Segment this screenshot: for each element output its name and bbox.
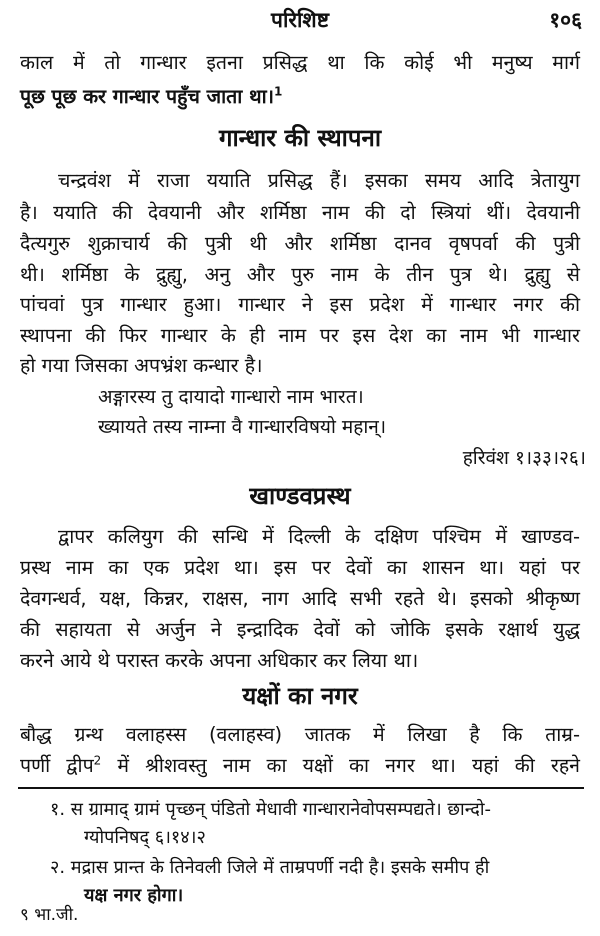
paragraph-line: करने आये थे परास्त करके अपना अधिकार कर लिया था। [20, 649, 419, 672]
paragraph-line: दैत्यगुरु शुक्राचार्य की पुत्री थी और शर्मिष्ठा दानव वृषपर्वा की पुत्री [20, 232, 580, 255]
paragraph-line: चन्द्रवंश में राजा ययाति प्रसिद्ध हैं। इसका समय आदि त्रेतायुग [58, 169, 580, 192]
paragraph-line-part: पर्णी द्वीप [20, 754, 94, 777]
intro-line-1: काल में तो गान्धार इतना प्रसिद्ध था कि कोई भी मनुष्य मार्ग [20, 51, 580, 74]
verse-line: अङ्गारस्य तु दायादो गान्धारो नाम भारत। [98, 386, 364, 408]
footnote-1-line-1: १. स ग्रामाद् ग्रामं पृच्छन् पंडितो मेधावी गान्धारानेवोपसम्पद्यते। छान्दो- [50, 799, 491, 820]
footnote-2-line-2: यक्ष नगर होगा। [84, 885, 184, 906]
printer-signature: ९ भा.जी. [20, 905, 79, 925]
paragraph-line: देवगन्धर्व, यक्ष, किन्नर, राक्षस, नाग आदि सभी रहते थे। इसको श्रीकृष्ण [20, 587, 580, 610]
paragraph-line: बौद्ध ग्रन्थ वलाहस्स (वलाहस्व) जातक में लिखा है कि ताम्र- [20, 723, 580, 746]
footnote-mark-1: 1 [274, 84, 283, 99]
section-heading-khandavaprastha: खाण्डवप्रस्थ [249, 482, 351, 510]
paragraph-line-part: में श्रीशवस्तु नाम का यक्षों का नगर था। यहां की रहने [101, 754, 580, 777]
section-heading-yaksha-city: यक्षों का नगर [242, 682, 358, 710]
intro-line-2-text: पूछ पूछ कर गान्धार पहुँच जाता था। [20, 85, 275, 108]
paragraph-line: प्रस्थ नाम का एक प्रदेश था। इस पर देवों का शासन था। यहां पर [20, 556, 580, 579]
paragraph-line [20, 753, 580, 779]
paragraph-line: हो गया जिसका अपभ्रंश कन्धार है। [20, 354, 263, 377]
verse-reference: हरिवंश १।३३।२६। [462, 447, 586, 469]
footnote-1-line-2: ग्योपनिषद् ६।१४।२ [84, 827, 206, 848]
footnote-divider [18, 787, 584, 789]
paragraph-line: पांचवां पुत्र गान्धार हुआ। गान्धार ने इस प्रदेश में गान्धार नगर की [20, 293, 580, 316]
intro-line-2 [20, 84, 580, 110]
verse-line: ख्यायते तस्य नाम्ना वै गान्धारविषयो महान्। [98, 416, 387, 438]
running-title: परिशिष्ट [271, 8, 329, 32]
paragraph-line: स्थापना की फिर गान्धार के ही नाम पर इस देश का नाम भी गान्धार [20, 324, 580, 347]
paragraph-line: है। ययाति की देवयानी और शर्मिष्ठा नाम की दो स्त्रियां थीं। देवयानी [20, 201, 580, 224]
page-number: १०६ [549, 8, 582, 32]
paragraph-line: द्वापर कलियुग की सन्धि में दिल्ली के दक्षिण पश्चिम में खाण्डव- [58, 525, 580, 548]
paragraph-line: थी। शर्मिष्ठा के द्रुह्यु, अनु और पुरु नाम के तीन पुत्र थे। द्रुह्यु से [20, 263, 580, 286]
paragraph-line: की सहायता से अर्जुन ने इन्द्रादिक देवों को जोकि इसके रक्षार्थ युद्ध [20, 618, 580, 641]
section-heading-gandhar: गान्धार की स्थापना [218, 124, 382, 152]
footnote-mark-2: 2 [93, 753, 102, 768]
footnote-2-line-1: २. मद्रास प्रान्त के तिनेवली जिले में ताम्रपर्णी नदी है। इसके समीप ही [50, 857, 490, 878]
page-header [0, 4, 600, 34]
